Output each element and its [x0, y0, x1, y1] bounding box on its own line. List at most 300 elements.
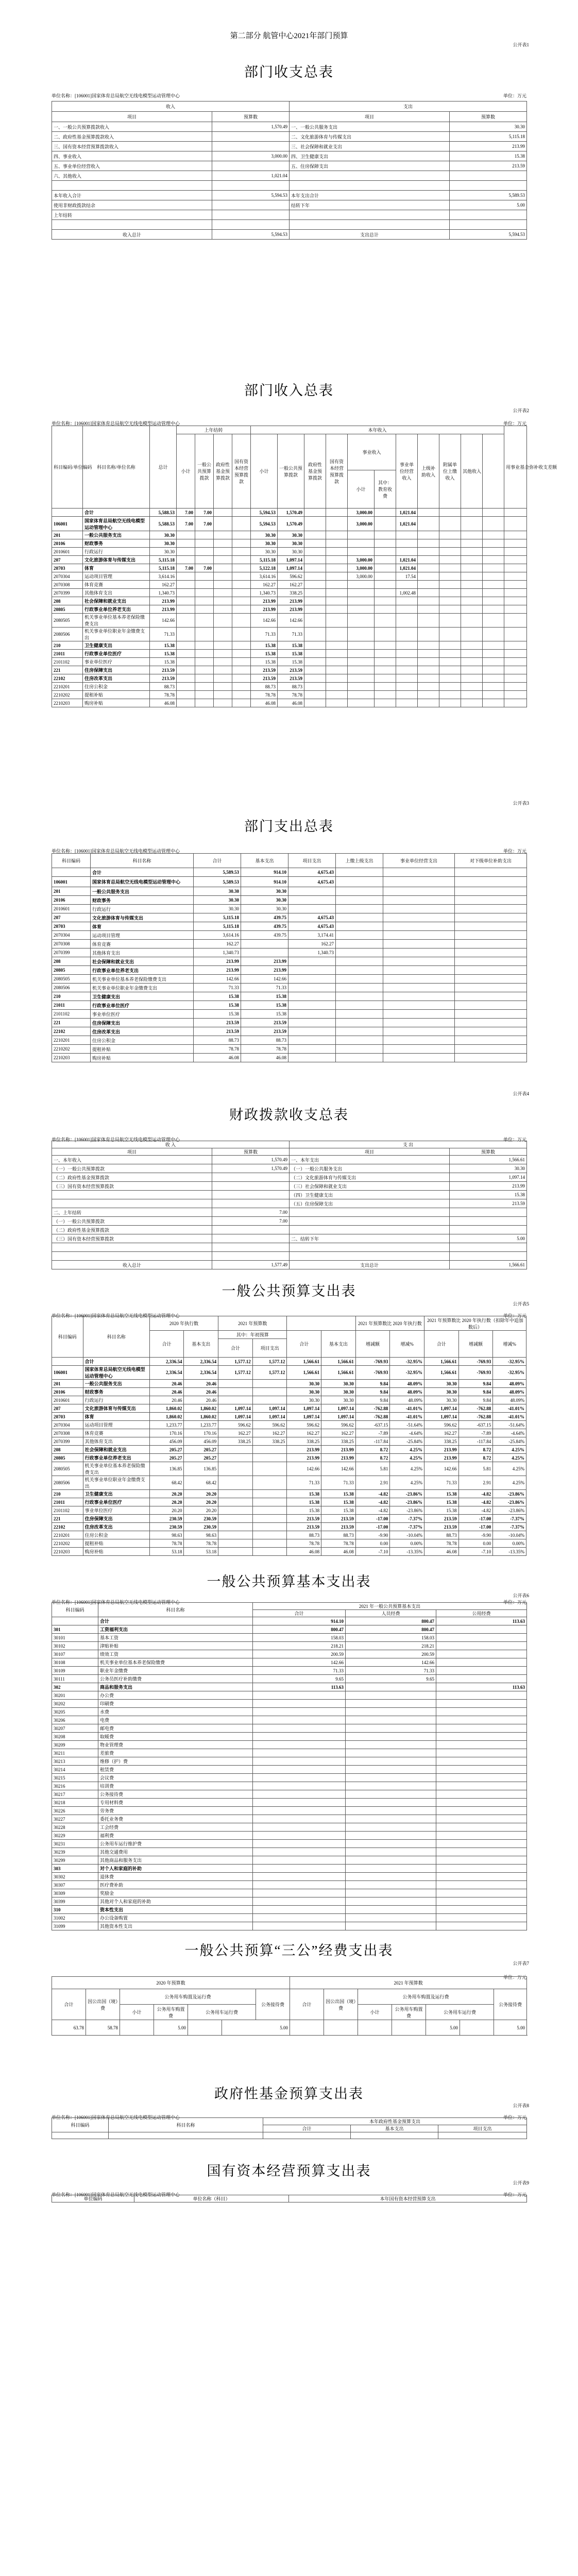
- table-cell: 5,594.53: [212, 230, 290, 240]
- cell-value: 162.27: [424, 1429, 459, 1437]
- cell-value: [253, 1897, 346, 1906]
- cell-value: 98.63: [149, 1531, 184, 1539]
- cell-value: 2,336.54: [184, 1358, 218, 1366]
- table-cell: [418, 564, 439, 572]
- cell-value: [455, 957, 527, 966]
- cell-value: [383, 1010, 455, 1019]
- table-row: [52, 1790, 527, 1799]
- cell-name: 工资福利支出: [98, 1625, 253, 1634]
- cell-value: [218, 1531, 253, 1539]
- table-row: [52, 1498, 526, 1506]
- cell-value: 1,097.14: [424, 1404, 459, 1413]
- table-cell: [450, 1252, 527, 1261]
- cell-value: 136.85: [184, 1462, 218, 1476]
- table-cell: 5,594.53: [251, 517, 278, 531]
- cell-value: 0.00%: [493, 1539, 526, 1548]
- table-cell: [483, 509, 504, 517]
- cell-name: 行政事业单位养老支出: [83, 1454, 149, 1462]
- cell-value: 230.59: [149, 1523, 184, 1531]
- table-cell: [214, 572, 232, 581]
- cell-code: 301: [52, 1625, 98, 1634]
- cell-value: 1,860.02: [184, 1413, 218, 1421]
- table-cell: [461, 531, 483, 539]
- cell-name: 物业管理费: [98, 1741, 253, 1749]
- cell-value: [455, 905, 527, 913]
- table-cell: 20805: [52, 605, 83, 614]
- table-cell: 106001: [52, 517, 83, 531]
- cell-value: -4.82: [458, 1490, 493, 1498]
- cell-code: 208: [52, 1446, 83, 1454]
- cell-value: 1,097.14: [424, 1413, 459, 1421]
- cell-value: 142.66: [241, 975, 288, 984]
- cell-name: 合计: [91, 868, 194, 877]
- cell-value: [455, 1010, 527, 1019]
- cell-code: 30227: [52, 1815, 98, 1823]
- table-row: [52, 1446, 526, 1454]
- cell-code: 2080506: [52, 1476, 83, 1490]
- cell-value: -4.82: [355, 1490, 390, 1498]
- cell-value: 30.30: [424, 1388, 459, 1396]
- cell-value: [346, 1840, 436, 1848]
- cell-value: 162.27: [287, 1429, 321, 1437]
- table-cell: 3,000.00: [212, 151, 290, 161]
- cell-name: 住房公积金: [83, 1531, 149, 1539]
- table-row: [52, 181, 527, 191]
- cell-value: -637.15: [458, 1421, 493, 1429]
- table-row: [52, 122, 527, 132]
- table-cell: 三、社会保障和就业支出: [290, 142, 450, 151]
- table-cell: 行政运行: [83, 548, 150, 556]
- cell-value: 230.59: [184, 1523, 218, 1531]
- table-cell: [232, 650, 251, 658]
- table-cell: [483, 517, 504, 531]
- table-cell: 78.78: [278, 691, 304, 699]
- table-cell: 六、其他收入: [52, 171, 212, 181]
- cell-value: [253, 1840, 346, 1848]
- cell-value: 213.99: [287, 1454, 321, 1462]
- table-cell: 5,588.53: [150, 517, 177, 531]
- cell-value: 596.62: [321, 1421, 356, 1429]
- table-cell: 1,097.14: [450, 1173, 527, 1182]
- table-cell: 其他体育支出: [83, 589, 150, 597]
- cell-value: -32.95%: [390, 1366, 424, 1380]
- cell-value: [218, 1476, 253, 1490]
- cell-value: [436, 1774, 527, 1782]
- table-cell: [304, 658, 326, 666]
- cell-value: [383, 931, 455, 940]
- table-cell: 1,577.49: [212, 1261, 290, 1269]
- table-cell: [290, 171, 450, 181]
- cell-value: -41.01%: [493, 1404, 526, 1413]
- cell-value: [436, 1749, 527, 1757]
- table-cell: [504, 614, 527, 628]
- cell-value: [252, 1515, 287, 1523]
- table-cell: [375, 683, 396, 691]
- cell-value: -762.88: [355, 1404, 390, 1413]
- table-row: [52, 1413, 526, 1421]
- table-cell: [177, 597, 195, 605]
- table-cell: 3,000.00: [348, 509, 375, 517]
- cell-name: 卫生健康支出: [91, 992, 194, 1001]
- table-cell: [326, 658, 348, 666]
- cell-value: [252, 1476, 287, 1490]
- cell-code: 2080505: [52, 1462, 83, 1476]
- cell-code: 2101102: [52, 1010, 91, 1019]
- table-cell: [195, 699, 214, 707]
- cell-value: 0.00%: [390, 1539, 424, 1548]
- table-cell: [195, 614, 214, 628]
- cell-value: [252, 1523, 287, 1531]
- cell-value: [436, 1733, 527, 1741]
- table-row: [52, 1823, 527, 1832]
- table-cell: [483, 539, 504, 548]
- cell-code: 106001: [52, 877, 91, 887]
- cell-value: 98.63: [184, 1531, 218, 1539]
- table-cell: [396, 628, 418, 641]
- table-row: [52, 966, 527, 975]
- cell-code: 2070308: [52, 940, 91, 948]
- cell-code: 210: [52, 992, 91, 1001]
- table-row: [52, 1045, 527, 1054]
- table-cell: 收入总计: [52, 230, 212, 240]
- cell-value: [346, 1873, 436, 1881]
- table-cell: 30.30: [450, 122, 527, 132]
- cell-code: 2070399: [52, 1437, 83, 1446]
- cell-code: 30101: [52, 1634, 98, 1642]
- unit-name: 单位名称：[106001]国家体育总局航空无线电模型运动管理中心: [52, 421, 180, 426]
- cell-value: [436, 1625, 527, 1634]
- table-row: [52, 1667, 527, 1675]
- cell-value: [436, 1667, 527, 1675]
- cell-value: [436, 1848, 527, 1856]
- table-cell: 30.30: [278, 531, 304, 539]
- table-cell: 体育: [83, 564, 150, 572]
- cell-name: 提租补贴: [91, 1045, 194, 1054]
- table-cell: 7.00: [212, 1217, 290, 1226]
- cell-value: 213.99: [424, 1446, 459, 1454]
- cell-code: 30229: [52, 1832, 98, 1840]
- table-cell: [439, 691, 461, 699]
- cell-code: 2210201: [52, 1531, 83, 1539]
- table-cell: [232, 539, 251, 548]
- cell-name: 印刷费: [98, 1700, 253, 1708]
- table-cell: 15.38: [278, 658, 304, 666]
- table-cell: 行政事业单位医疗: [83, 650, 150, 658]
- table-row: [52, 1396, 526, 1404]
- expense-header: 支出: [290, 101, 527, 112]
- unit-name: 单位名称：[106001]国家体育总局航空无线电模型运动管理中心: [52, 1313, 180, 1318]
- table-cell: [214, 589, 232, 597]
- cell-value: [455, 966, 527, 975]
- cell-value: 1,233.77: [184, 1421, 218, 1429]
- cell-value: 9.84: [355, 1380, 390, 1388]
- cell-code: 20805: [52, 966, 91, 975]
- table-title: 一般公共预算支出表: [222, 1283, 356, 1299]
- table-row: [52, 1914, 527, 1922]
- table-cell: 21011: [52, 650, 83, 658]
- table-row: [52, 1724, 527, 1733]
- cell-value: [253, 1700, 346, 1708]
- cell-value: -7.89: [355, 1429, 390, 1437]
- table-cell: 住房改革支出: [83, 674, 150, 683]
- cell-value: [436, 1873, 527, 1881]
- table-code: 公开表8: [513, 2103, 529, 2108]
- cell-value: 213.59: [424, 1523, 459, 1531]
- cell-value: [288, 957, 336, 966]
- cell-value: 205.27: [149, 1454, 184, 1462]
- table-cell: [504, 564, 527, 572]
- table-cell: 7.00: [177, 564, 195, 572]
- cell-value: [455, 868, 527, 877]
- table-cell: 支出总计: [290, 1261, 450, 1269]
- table-cell: [232, 556, 251, 564]
- table-cell: [212, 1226, 290, 1234]
- cell-value: [455, 931, 527, 940]
- table-cell: [461, 683, 483, 691]
- cell-value: 1,577.12: [252, 1366, 287, 1380]
- table-cell: [396, 605, 418, 614]
- cell-value: [383, 1027, 455, 1036]
- cell-value: [253, 1799, 346, 1807]
- table-cell: 社会保障和就业支出: [83, 597, 150, 605]
- cell-value: 20.20: [149, 1490, 184, 1498]
- cell-value: 5.00: [494, 2020, 527, 2036]
- table-cell: 三、国有资本经营预算拨款收入: [52, 142, 212, 151]
- cell-name: 财政事务: [91, 896, 194, 905]
- cell-value: [383, 948, 455, 957]
- cell-value: [436, 1675, 527, 1683]
- table-cell: [461, 614, 483, 628]
- table-cell: 一、本年支出: [290, 1156, 450, 1164]
- cell-value: 142.66: [321, 1462, 356, 1476]
- table-cell: 7.00: [195, 517, 214, 531]
- table-row: [52, 572, 527, 581]
- cell-value: -4.64%: [493, 1429, 526, 1437]
- cell-name: 提租补贴: [83, 1539, 149, 1548]
- cell-value: 15.38: [424, 1490, 459, 1498]
- cell-value: 30.30: [321, 1380, 356, 1388]
- cell-value: [436, 1889, 527, 1897]
- table-cell: [483, 556, 504, 564]
- cell-name: 会议费: [98, 1774, 253, 1782]
- table-cell: [326, 531, 348, 539]
- cell-code: 2210203: [52, 1548, 83, 1556]
- table-cell: 5,594.53: [212, 191, 290, 200]
- table-cell: [461, 597, 483, 605]
- table-row: [52, 151, 527, 161]
- cell-value: 1,097.14: [218, 1404, 253, 1413]
- table-row: [52, 628, 527, 641]
- column-header: 上缴上级支出: [336, 854, 383, 868]
- table-cell: 2070304: [52, 572, 83, 581]
- table-cell: （一）一般公共服务支出: [290, 1164, 450, 1173]
- money-unit: 单位：万元: [503, 93, 526, 98]
- table-row: [52, 614, 527, 628]
- table-cell: 15.38: [278, 650, 304, 658]
- table-cell: 46.08: [278, 699, 304, 707]
- cell-value: [346, 1815, 436, 1823]
- cell-value: [436, 1865, 527, 1873]
- cell-value: 71.33: [321, 1476, 356, 1490]
- cell-value: [346, 1914, 436, 1922]
- cell-value: 230.59: [184, 1515, 218, 1523]
- unit-name: 单位名称：[106001]国家体育总局航空无线电模型运动管理中心: [52, 93, 180, 98]
- table-cell: 7.00: [177, 509, 195, 517]
- table-title: 国有资本经营预算支出表: [207, 2163, 371, 2179]
- cell-value: [290, 2020, 324, 2036]
- cell-name: 机关事业单位职业年金缴费支出: [91, 984, 194, 992]
- cell-value: 78.78: [287, 1539, 321, 1548]
- table-cell: [375, 589, 396, 597]
- cell-value: 15.38: [321, 1498, 356, 1506]
- cell-value: [346, 1807, 436, 1815]
- table-cell: 71.33: [251, 628, 278, 641]
- cell-value: 9.84: [355, 1388, 390, 1396]
- table-cell: [326, 699, 348, 707]
- cell-value: 142.66: [194, 975, 241, 984]
- cell-value: [253, 1741, 346, 1749]
- cell-name: 文化旅游体育与传媒支出: [91, 913, 194, 922]
- table-cell: 15.38: [150, 650, 177, 658]
- col-item: 项目: [52, 112, 212, 122]
- cell-name: 运动项目管理: [83, 1421, 149, 1429]
- table-code: 公开表1: [513, 42, 529, 47]
- cell-value: [383, 966, 455, 975]
- cell-value: [336, 957, 383, 966]
- table-row: [52, 1691, 527, 1700]
- cell-code: 31099: [52, 1922, 98, 1930]
- table-cell: 338.25: [278, 589, 304, 597]
- table-cell: [177, 628, 195, 641]
- table-row: [52, 1156, 527, 1164]
- cell-value: [218, 1539, 253, 1548]
- table-cell: [212, 1243, 290, 1252]
- cell-value: 2,336.54: [149, 1366, 184, 1380]
- table-cell: [418, 614, 439, 628]
- cell-value: [436, 1815, 527, 1823]
- table-cell: [290, 181, 450, 191]
- cell-value: 46.08: [194, 1054, 241, 1062]
- table-cell: [375, 674, 396, 683]
- cell-value: [346, 1922, 436, 1930]
- cell-value: [288, 966, 336, 975]
- cell-value: [288, 905, 336, 913]
- cell-code: 2080505: [52, 975, 91, 984]
- cell-value: [455, 1036, 527, 1045]
- cell-value: -762.88: [355, 1413, 390, 1421]
- table-cell: 30.30: [150, 531, 177, 539]
- cell-value: 213.59: [287, 1515, 321, 1523]
- table-cell: [439, 517, 461, 531]
- cell-value: 20.20: [184, 1498, 218, 1506]
- table-row: [52, 957, 527, 966]
- table-cell: 15.38: [251, 650, 278, 658]
- table-row: [52, 589, 527, 597]
- cell-value: 88.73: [287, 1531, 321, 1539]
- cell-value: 71.33: [253, 1667, 346, 1675]
- cell-code: 2210202: [52, 1539, 83, 1548]
- table-title: 部门收支总表: [244, 64, 334, 80]
- table-cell: [418, 674, 439, 683]
- unit-name: 单位名称：[106001]国家体育总局航空无线电模型运动管理中心: [52, 1600, 180, 1605]
- cell-value: -7.37%: [493, 1515, 526, 1523]
- table-cell: [304, 517, 326, 531]
- table-cell: [396, 699, 418, 707]
- cell-value: [252, 1548, 287, 1556]
- table-row: [52, 1634, 527, 1642]
- table-cell: [214, 539, 232, 548]
- cell-value: [336, 887, 383, 896]
- table-row: [52, 1226, 527, 1234]
- table-cell: [461, 605, 483, 614]
- col-name: 科目名称: [109, 2118, 263, 2132]
- cell-value: -51.64%: [493, 1421, 526, 1429]
- table-cell: [290, 1226, 450, 1234]
- table-cell: 7.00: [177, 517, 195, 531]
- table-cell: 30.30: [450, 1164, 527, 1173]
- table-cell: [326, 539, 348, 548]
- table-row: [52, 220, 527, 230]
- table-cell: 结转下年: [290, 200, 450, 210]
- cell-value: 162.27: [194, 940, 241, 948]
- table-cell: 3,000.00: [348, 517, 375, 531]
- table-cell: 住房公积金: [83, 683, 150, 691]
- cell-value: -17.00: [458, 1523, 493, 1531]
- cell-value: [253, 1749, 346, 1757]
- cell-value: [436, 1724, 527, 1733]
- cell-value: [436, 1708, 527, 1716]
- table-cell: [290, 1252, 450, 1261]
- cell-name: 公务接待费: [98, 1790, 253, 1799]
- col-project: 项目支出: [438, 2125, 527, 2132]
- table-cell: [348, 658, 375, 666]
- cell-value: [253, 1733, 346, 1741]
- table-row: [52, 1164, 527, 1173]
- table-cell: [504, 658, 527, 666]
- cell-code: 30201: [52, 1691, 98, 1700]
- table-row: [52, 1749, 527, 1757]
- table-cell: 合计: [83, 509, 150, 517]
- table-code: 公开表9: [513, 2180, 529, 2185]
- table-cell: [418, 572, 439, 581]
- table-cell: [418, 517, 439, 531]
- table-cell: [396, 597, 418, 605]
- table-cell: [439, 509, 461, 517]
- cell-value: 48.09%: [390, 1380, 424, 1388]
- table-cell: 财政事务: [83, 539, 150, 548]
- cell-value: 1,566.61: [321, 1366, 356, 1380]
- cell-value: 8.72: [458, 1454, 493, 1462]
- cell-code: 302: [52, 1683, 98, 1691]
- table-cell: [304, 691, 326, 699]
- cell-value: [436, 1906, 527, 1914]
- cell-value: [336, 1019, 383, 1027]
- cell-value: 4,675.43: [288, 877, 336, 887]
- cell-value: [346, 1889, 436, 1897]
- cell-value: 30.30: [287, 1380, 321, 1388]
- column-header: 科目名称: [91, 854, 194, 868]
- cell-value: 15.38: [424, 1506, 459, 1515]
- cell-value: [336, 1010, 383, 1019]
- basic-expense-table: 科目编码 科目名称 2021 年一般公共预算基本支出 合计 人员经费 公用经费 合计 914.10 800.47 113.63 301 工资福利支出 800.47 800.47 30101 基本工资 158.03 158.03 30102 津贴补贴 218.21 218.21 30107 绩效工资 200.59 200.59 30108 机关事业单位基本养老保险缴费 142.66 142.66 30109 职业年金缴费 71.33 71.33 30111 公务员医疗补助缴费 9.65 9.65 302 商品和服务支出 113.63 113.63 30201 办公费 30202 印刷费 30205 水费 30206 电费 30207 邮电费 30208 取暖费 30209 物业管理费 30211 差旅费 30213 维修（护）费 30214 租赁费 30215 会议费 30216 培训费 30217 公务接待费 30218 专用材料费 30226 劳务费 30227 委托业务费 30228 工会经费 30229 福利费 30231 公务用车运行维护费 30239 其他交通费用 30299 其他商品和服务支出 303 对个人和家庭的补助 30302 退休费 30307 医疗费补助 30309 奖励金 30399 其他对个人和家庭的补助 310 资本性支出 31002 办公设备购置 31099 其他资本性支出: [52, 1602, 527, 1930]
- table-cell: 卫生健康支出: [83, 641, 150, 650]
- table-cell: [348, 641, 375, 650]
- cell-value: 15.38: [321, 1490, 356, 1498]
- table-row: [52, 1548, 526, 1556]
- cell-value: [383, 887, 455, 896]
- table-cell: [418, 650, 439, 658]
- cell-name: 机关事业单位基本养老保险缴费支出: [83, 1462, 149, 1476]
